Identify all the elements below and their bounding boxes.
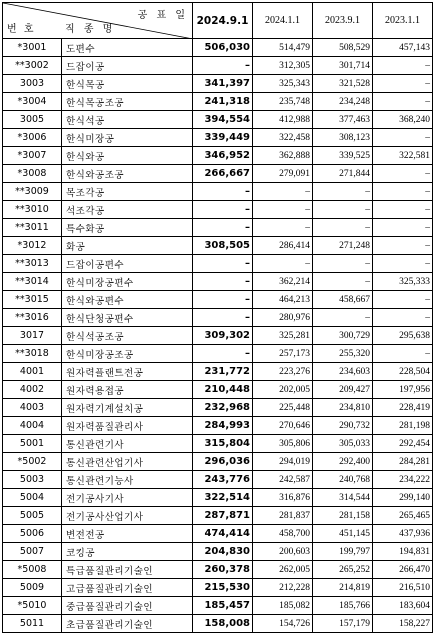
- wage-table-container: [2, 2, 432, 633]
- job-title-cell: 전기공사산업기사: [62, 507, 193, 525]
- wage-2023-9-cell: –: [313, 201, 373, 219]
- wage-2023-9-cell: 214,819: [313, 579, 373, 597]
- wage-2023-1-cell: –: [373, 255, 433, 273]
- wage-2024-9-cell: 308,505: [193, 237, 253, 255]
- wage-2023-1-cell: 194,831: [373, 543, 433, 561]
- wage-2024-1-cell: 322,458: [253, 129, 313, 147]
- job-code-cell: 5009: [3, 579, 62, 597]
- wage-2023-1-cell: 216,510: [373, 579, 433, 597]
- wage-2024-9-cell: 287,871: [193, 507, 253, 525]
- wage-2023-1-cell: 158,227: [373, 615, 433, 633]
- wage-2024-9-cell: 210,448: [193, 381, 253, 399]
- job-code-cell: **3013: [3, 255, 62, 273]
- wage-2023-9-cell: –: [313, 255, 373, 273]
- wage-2024-9-cell: 260,378: [193, 561, 253, 579]
- table-row: [3, 453, 433, 471]
- wage-2024-9-cell: 204,830: [193, 543, 253, 561]
- job-code-cell: **3016: [3, 309, 62, 327]
- wage-2023-9-cell: 271,844: [313, 165, 373, 183]
- job-title-cell: 한식미장공: [62, 129, 193, 147]
- job-title-cell: 원자력품질관리사: [62, 417, 193, 435]
- table-row: [3, 327, 433, 345]
- wage-2023-9-cell: –: [313, 219, 373, 237]
- wage-2024-1-cell: 223,276: [253, 363, 313, 381]
- wage-2023-9-cell: 451,145: [313, 525, 373, 543]
- wage-2024-9-cell: 346,952: [193, 147, 253, 165]
- wage-2024-1-cell: 270,646: [253, 417, 313, 435]
- table-row: [3, 381, 433, 399]
- wage-2024-1-cell: 262,005: [253, 561, 313, 579]
- job-code-cell: *3001: [3, 39, 62, 57]
- table-row: [3, 111, 433, 129]
- wage-2023-1-cell: –: [373, 93, 433, 111]
- job-title-cell: 드잡이공편수: [62, 255, 193, 273]
- wage-2023-1-cell: 437,936: [373, 525, 433, 543]
- wage-2024-1-cell: 200,603: [253, 543, 313, 561]
- wage-2024-9-cell: –: [193, 309, 253, 327]
- wage-2023-9-cell: 458,667: [313, 291, 373, 309]
- wage-2024-1-cell: 325,343: [253, 75, 313, 93]
- job-title-cell: 원자력기계설치공: [62, 399, 193, 417]
- wage-2024-9-cell: 341,397: [193, 75, 253, 93]
- wage-2023-1-cell: 325,333: [373, 273, 433, 291]
- job-title-cell: 한식석공조공: [62, 327, 193, 345]
- wage-2024-9-cell: 243,776: [193, 471, 253, 489]
- wage-2024-1-cell: 202,005: [253, 381, 313, 399]
- wage-2024-1-cell: 312,305: [253, 57, 313, 75]
- wage-2023-1-cell: 295,638: [373, 327, 433, 345]
- wage-2024-9-cell: 231,772: [193, 363, 253, 381]
- table-row: [3, 525, 433, 543]
- wage-2023-9-cell: 292,400: [313, 453, 373, 471]
- wage-2024-9-cell: –: [193, 255, 253, 273]
- wage-2024-1-cell: 458,700: [253, 525, 313, 543]
- wage-2024-1-cell: 362,888: [253, 147, 313, 165]
- wage-2024-1-cell: 280,976: [253, 309, 313, 327]
- table-row: [3, 489, 433, 507]
- wage-2023-9-cell: 300,729: [313, 327, 373, 345]
- date-header-2024-9: 2024.9.1: [193, 3, 253, 39]
- table-row: [3, 345, 433, 363]
- wage-2024-1-cell: 235,748: [253, 93, 313, 111]
- job-title-cell: 석조각공: [62, 201, 193, 219]
- job-title-cell: 한식단청공편수: [62, 309, 193, 327]
- job-title-cell: 변전전공: [62, 525, 193, 543]
- table-row: [3, 309, 433, 327]
- wage-2023-9-cell: 301,714: [313, 57, 373, 75]
- table-row: [3, 75, 433, 93]
- wage-2023-1-cell: 197,956: [373, 381, 433, 399]
- wage-2023-1-cell: –: [373, 237, 433, 255]
- table-row: [3, 255, 433, 273]
- table-row: [3, 39, 433, 57]
- job-title-cell: 특급품질관리기술인: [62, 561, 193, 579]
- job-code-cell: **3014: [3, 273, 62, 291]
- wage-2023-1-cell: –: [373, 309, 433, 327]
- job-title-cell: 드잡이공: [62, 57, 193, 75]
- wage-2024-1-cell: 286,414: [253, 237, 313, 255]
- job-code-cell: 4002: [3, 381, 62, 399]
- job-title-cell: 초급품질관리기술인: [62, 615, 193, 633]
- wage-2023-1-cell: –: [373, 75, 433, 93]
- wage-2023-9-cell: 234,248: [313, 93, 373, 111]
- job-code-cell: **3018: [3, 345, 62, 363]
- wage-2023-1-cell: –: [373, 165, 433, 183]
- wage-2024-1-cell: 362,214: [253, 273, 313, 291]
- wage-2024-1-cell: 281,837: [253, 507, 313, 525]
- wage-2023-9-cell: 290,732: [313, 417, 373, 435]
- date-header-2023-1: 2023.1.1: [373, 3, 433, 39]
- job-title-cell: 고급품질관리기술인: [62, 579, 193, 597]
- wage-2023-9-cell: 209,427: [313, 381, 373, 399]
- table-row: [3, 93, 433, 111]
- wage-2023-9-cell: 305,033: [313, 435, 373, 453]
- job-code-cell: 4003: [3, 399, 62, 417]
- table-row: [3, 219, 433, 237]
- table-row: [3, 615, 433, 633]
- wage-2024-1-cell: –: [253, 219, 313, 237]
- wage-2023-9-cell: 271,248: [313, 237, 373, 255]
- wage-2024-9-cell: –: [193, 291, 253, 309]
- job-title-cell: 한식와공: [62, 147, 193, 165]
- wage-2024-9-cell: 474,414: [193, 525, 253, 543]
- wage-2024-9-cell: 309,302: [193, 327, 253, 345]
- job-code-cell: *5010: [3, 597, 62, 615]
- job-code-cell: *3007: [3, 147, 62, 165]
- wage-2023-1-cell: 183,604: [373, 597, 433, 615]
- job-code-cell: **3011: [3, 219, 62, 237]
- wage-2023-1-cell: 284,281: [373, 453, 433, 471]
- wage-2023-9-cell: 314,544: [313, 489, 373, 507]
- wage-2024-9-cell: –: [193, 219, 253, 237]
- wage-2023-9-cell: –: [313, 273, 373, 291]
- wage-2023-1-cell: 234,222: [373, 471, 433, 489]
- job-code-cell: *3006: [3, 129, 62, 147]
- job-title-cell: 한식미장공조공: [62, 345, 193, 363]
- date-header-2024-1: 2024.1.1: [253, 3, 313, 39]
- wage-2023-9-cell: –: [313, 309, 373, 327]
- published-date-label: 공 표 일: [137, 10, 188, 21]
- job-code-cell: **3009: [3, 183, 62, 201]
- wage-2024-9-cell: 158,008: [193, 615, 253, 633]
- wage-2024-9-cell: 506,030: [193, 39, 253, 57]
- table-row: [3, 291, 433, 309]
- job-title-cell: 특수화공: [62, 219, 193, 237]
- job-title-cell: 화공: [62, 237, 193, 255]
- job-code-cell: *3004: [3, 93, 62, 111]
- wage-2023-1-cell: 228,419: [373, 399, 433, 417]
- table-row: [3, 597, 433, 615]
- job-code-cell: **3002: [3, 57, 62, 75]
- wage-2024-9-cell: 394,554: [193, 111, 253, 129]
- job-code-cell: 5005: [3, 507, 62, 525]
- wage-2024-9-cell: 266,667: [193, 165, 253, 183]
- wage-2024-9-cell: 215,530: [193, 579, 253, 597]
- job-title-cell: 한식목공: [62, 75, 193, 93]
- job-title-cell: 한식와공조공: [62, 165, 193, 183]
- wage-2024-1-cell: 225,448: [253, 399, 313, 417]
- wage-2023-9-cell: –: [313, 183, 373, 201]
- table-row: [3, 273, 433, 291]
- job-code-cell: 5006: [3, 525, 62, 543]
- job-code-cell: *3012: [3, 237, 62, 255]
- job-title-cell: 목조각공: [62, 183, 193, 201]
- wage-2023-9-cell: 234,810: [313, 399, 373, 417]
- job-title-cell: 한식목공조공: [62, 93, 193, 111]
- table-row: [3, 129, 433, 147]
- table-row: [3, 435, 433, 453]
- wage-2024-9-cell: 339,449: [193, 129, 253, 147]
- wage-2023-9-cell: 265,252: [313, 561, 373, 579]
- table-row: [3, 399, 433, 417]
- job-code-cell: *5002: [3, 453, 62, 471]
- wage-2023-1-cell: 266,470: [373, 561, 433, 579]
- wage-2024-1-cell: 514,479: [253, 39, 313, 57]
- wage-2023-1-cell: 292,454: [373, 435, 433, 453]
- job-code-cell: 4004: [3, 417, 62, 435]
- wage-2023-9-cell: 321,528: [313, 75, 373, 93]
- wage-2024-1-cell: –: [253, 183, 313, 201]
- job-title-cell: 원자력용접공: [62, 381, 193, 399]
- wage-2024-9-cell: 284,993: [193, 417, 253, 435]
- wage-table-body: [3, 3, 433, 633]
- job-code-cell: 5004: [3, 489, 62, 507]
- job-code-cell: 3003: [3, 75, 62, 93]
- wage-2023-1-cell: 228,504: [373, 363, 433, 381]
- date-header-2023-9: 2023.9.1: [313, 3, 373, 39]
- job-title-cell: 코킹공: [62, 543, 193, 561]
- job-code-cell: **3015: [3, 291, 62, 309]
- wage-2024-1-cell: 279,091: [253, 165, 313, 183]
- wage-2024-9-cell: –: [193, 273, 253, 291]
- job-title-cell: 한식미장공편수: [62, 273, 193, 291]
- wage-2023-1-cell: –: [373, 201, 433, 219]
- wage-2024-9-cell: –: [193, 57, 253, 75]
- wage-2024-1-cell: –: [253, 201, 313, 219]
- job-code-cell: *5008: [3, 561, 62, 579]
- job-title-column-label: 직 종 명: [65, 24, 116, 35]
- wage-2023-1-cell: –: [373, 183, 433, 201]
- table-row: [3, 57, 433, 75]
- job-title-cell: 통신관련기사: [62, 435, 193, 453]
- wage-2024-1-cell: –: [253, 255, 313, 273]
- wage-2023-9-cell: 281,158: [313, 507, 373, 525]
- wage-2024-9-cell: –: [193, 345, 253, 363]
- table-row: [3, 165, 433, 183]
- table-row: [3, 201, 433, 219]
- job-title-cell: 중급품질관리기술인: [62, 597, 193, 615]
- wage-2024-1-cell: 242,587: [253, 471, 313, 489]
- job-code-cell: 3005: [3, 111, 62, 129]
- job-code-cell: 5001: [3, 435, 62, 453]
- wage-2024-1-cell: 316,876: [253, 489, 313, 507]
- wage-2024-9-cell: 322,514: [193, 489, 253, 507]
- wage-2024-9-cell: –: [193, 201, 253, 219]
- table-row: [3, 543, 433, 561]
- wage-2023-9-cell: 185,766: [313, 597, 373, 615]
- wage-2024-1-cell: 185,082: [253, 597, 313, 615]
- wage-2023-9-cell: 508,529: [313, 39, 373, 57]
- wage-2023-9-cell: 377,463: [313, 111, 373, 129]
- job-title-cell: 원자력플랜트전공: [62, 363, 193, 381]
- wage-2023-9-cell: 308,123: [313, 129, 373, 147]
- job-code-cell: **3010: [3, 201, 62, 219]
- job-code-cell: *3008: [3, 165, 62, 183]
- job-title-cell: 한식석공: [62, 111, 193, 129]
- wage-2023-1-cell: 281,198: [373, 417, 433, 435]
- table-row: [3, 363, 433, 381]
- wage-2024-1-cell: 325,281: [253, 327, 313, 345]
- wage-2023-1-cell: 322,581: [373, 147, 433, 165]
- wage-2023-1-cell: 368,240: [373, 111, 433, 129]
- code-column-label: 번 호: [7, 24, 36, 35]
- job-code-cell: 4001: [3, 363, 62, 381]
- wage-2024-9-cell: –: [193, 183, 253, 201]
- table-row: [3, 417, 433, 435]
- wage-2024-1-cell: 212,228: [253, 579, 313, 597]
- job-title-cell: 한식와공편수: [62, 291, 193, 309]
- wage-2023-9-cell: 157,179: [313, 615, 373, 633]
- wage-2023-1-cell: –: [373, 219, 433, 237]
- wage-2023-1-cell: 299,140: [373, 489, 433, 507]
- wage-2023-1-cell: –: [373, 57, 433, 75]
- wage-2024-1-cell: 154,726: [253, 615, 313, 633]
- table-row: [3, 183, 433, 201]
- job-title-cell: 도편수: [62, 39, 193, 57]
- job-code-cell: 5007: [3, 543, 62, 561]
- wage-2024-9-cell: 232,968: [193, 399, 253, 417]
- header-row: [3, 3, 433, 39]
- wage-2024-9-cell: 315,804: [193, 435, 253, 453]
- table-row: [3, 507, 433, 525]
- job-code-cell: 3017: [3, 327, 62, 345]
- job-code-cell: 5011: [3, 615, 62, 633]
- header-corner-cell: [3, 3, 193, 39]
- wage-2024-9-cell: 185,457: [193, 597, 253, 615]
- wage-2024-1-cell: 294,019: [253, 453, 313, 471]
- job-title-cell: 통신관련기능사: [62, 471, 193, 489]
- wage-2023-9-cell: 234,603: [313, 363, 373, 381]
- wage-2024-1-cell: 305,806: [253, 435, 313, 453]
- wage-2023-1-cell: 457,143: [373, 39, 433, 57]
- wage-2023-9-cell: 240,768: [313, 471, 373, 489]
- table-row: [3, 579, 433, 597]
- table-row: [3, 471, 433, 489]
- job-title-cell: 전기공사기사: [62, 489, 193, 507]
- wage-2023-1-cell: –: [373, 291, 433, 309]
- wage-2023-9-cell: 199,797: [313, 543, 373, 561]
- wage-table: [2, 2, 433, 633]
- wage-2024-9-cell: 241,318: [193, 93, 253, 111]
- table-row: [3, 561, 433, 579]
- wage-2024-9-cell: 296,036: [193, 453, 253, 471]
- job-code-cell: 5003: [3, 471, 62, 489]
- wage-2023-9-cell: 339,525: [313, 147, 373, 165]
- wage-2024-1-cell: 412,988: [253, 111, 313, 129]
- wage-2023-1-cell: –: [373, 345, 433, 363]
- table-row: [3, 147, 433, 165]
- table-row: [3, 237, 433, 255]
- wage-2023-1-cell: –: [373, 129, 433, 147]
- job-title-cell: 통신관련산업기사: [62, 453, 193, 471]
- wage-2024-1-cell: 257,173: [253, 345, 313, 363]
- wage-2024-1-cell: 464,213: [253, 291, 313, 309]
- wage-2023-9-cell: 255,320: [313, 345, 373, 363]
- wage-2023-1-cell: 265,465: [373, 507, 433, 525]
